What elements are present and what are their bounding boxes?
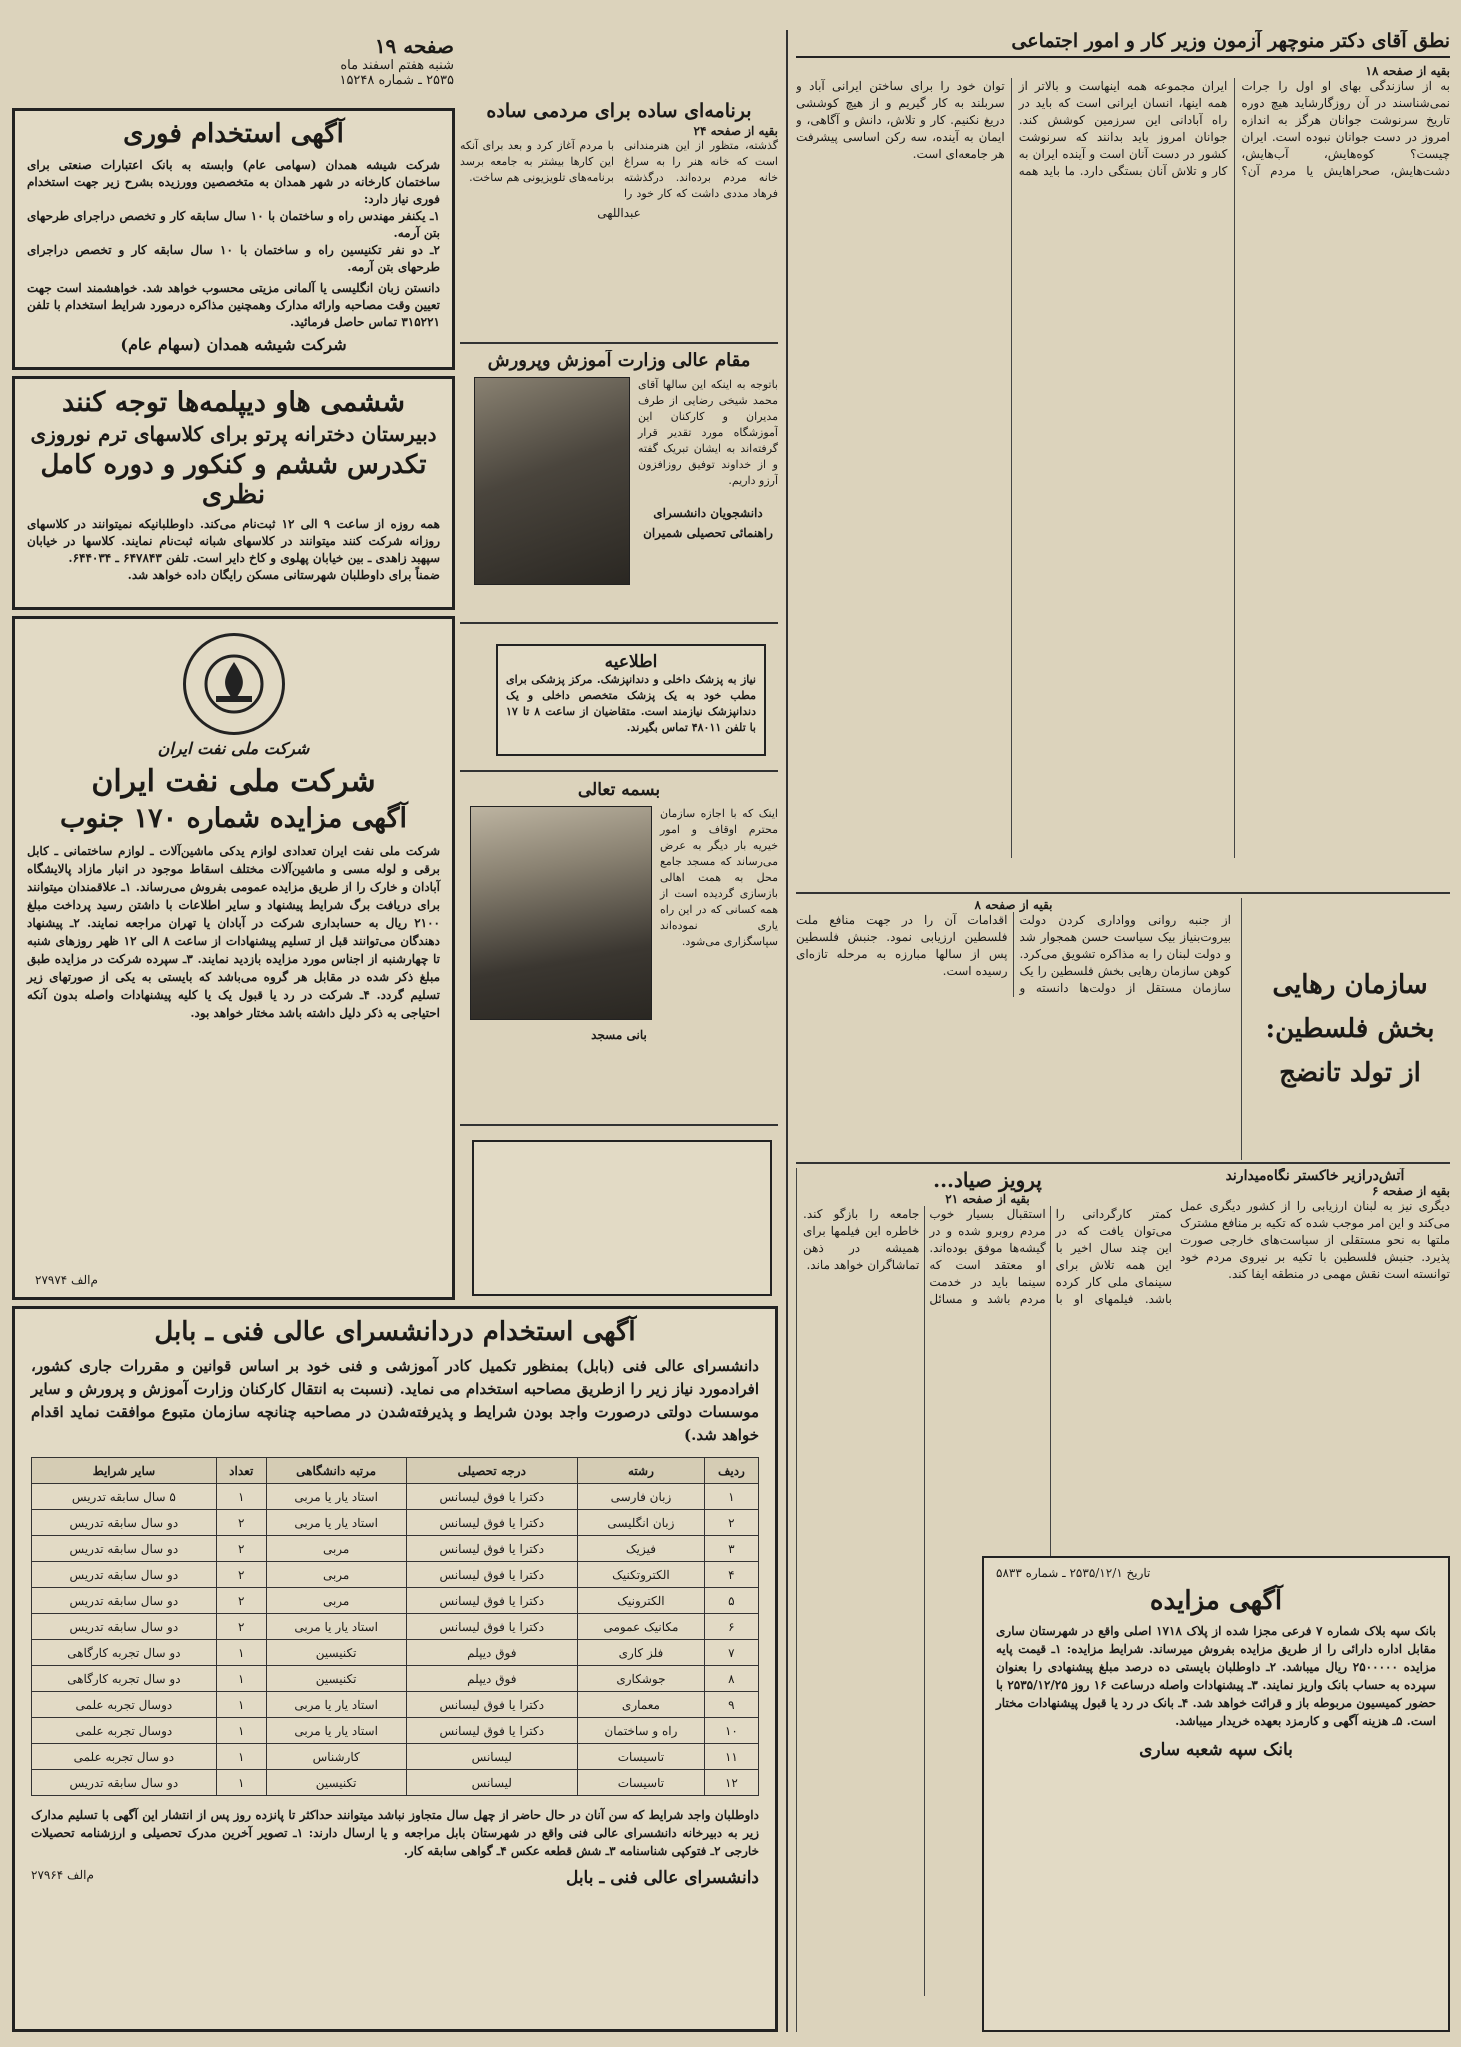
article-in-his-name [460, 780, 778, 1118]
article-minister-speech [796, 30, 1450, 890]
ad-nioc-title: شرکت ملی نفت ایران [91, 764, 376, 799]
ad-immediate-hire-item-1: ۱ـ یکنفر مهندس راه و ساختمان با ۱۰ سال سابقه کار و تخصص دراجرای طرحهای بتن آرمه. [27, 209, 440, 240]
table-cell: ۱ [704, 1484, 758, 1510]
ad-college [12, 1306, 778, 2032]
table-cell: ۲ [216, 1562, 266, 1588]
table-cell: کارشناس [266, 1744, 406, 1770]
table-row [32, 1614, 759, 1640]
ad-auction-ref: تاریخ ۲۵۳۵/۱۲/۱ ـ شماره ۵۸۳۳ [996, 1566, 1151, 1580]
ad-immediate-hire-body: شرکت شیشه همدان (سهامی عام) وابسته به بانک اعتبارات صنعتی برای ساختمان کارخانه در شهر همدان به متخصصین وورزیده بشرح زیر جهت استخدام فوری نیاز دارد: [27, 158, 440, 206]
table-cell: ۱ [216, 1770, 266, 1796]
nioc-logo [183, 633, 285, 735]
table-cell: تاسیسات [578, 1770, 705, 1796]
ad-sixth-diploma-title: ششمی هاو دیپلمه‌ها توجه کنند [61, 387, 406, 418]
ad-sixth-diploma-body: همه روزه از ساعت ۹ الی ۱۲ ثبت‌نام می‌کند. داوطلبانیکه نمیتوانند در کلاسهای روزانه شرکت کنند میتوانند در کلاسهای شبانه ثبت‌نام نمایند. کلاسها در خیابان سپهبد زاهدی ـ بین خیابان پهلوی و کاخ دایر است. تلفن ۶۴۷۸۴۳ ـ ۶۴۴۰۳۴. [27, 517, 440, 565]
ad-nioc [12, 616, 455, 1300]
table-cell: ۵ سال سابقه تدریس [32, 1484, 217, 1510]
masthead [14, 34, 454, 106]
college-positions-table [31, 1457, 759, 1796]
table-cell: دکترا یا فوق لیسانس [406, 1510, 578, 1536]
ad-auction [982, 1556, 1450, 2032]
table-cell: الکتروتکنیک [578, 1562, 705, 1588]
ad-auction-title: آگهی مزایده [1149, 1586, 1283, 1616]
table-row [32, 1588, 759, 1614]
table-cell: فوق دیپلم [406, 1640, 578, 1666]
table-cell: زبان فارسی [578, 1484, 705, 1510]
table-row [32, 1666, 759, 1692]
ad-sixth-diploma-headline: تکدرس ششم و کنکور و دوره کامل نظری [40, 450, 427, 510]
table-cell: استاد یار یا مربی [266, 1692, 406, 1718]
table-cell: دکترا یا فوق لیسانس [406, 1588, 578, 1614]
table-row [32, 1640, 759, 1666]
table-cell: ۱ [216, 1744, 266, 1770]
table-cell: ۸ [704, 1666, 758, 1692]
table-cell: فوق دیپلم [406, 1666, 578, 1692]
table-cell: دکترا یا فوق لیسانس [406, 1484, 578, 1510]
ad-college-signature: دانشسرای عالی فنی ـ بابل [565, 1868, 759, 1888]
table-cell: دوسال تجربه علمی [32, 1718, 217, 1744]
table-cell: تکنیسین [266, 1640, 406, 1666]
ad-sixth-diploma-subtitle: دبیرستان دخترانه پرتو برای کلاسهای ترم نوروزی [30, 422, 437, 446]
article-ministry-position-title: مقام عالی وزارت آموزش وپرورش [487, 350, 751, 371]
ad-auction-body: بانک سپه بلاک شماره ۷ فرعی مجزا شده از پلاک ۱۷۱۸ اصلی واقع در شهرستان ساری مقابل اداره دارائی را از طریق مزایده بفروش میرساند. شرایط مزایده: ۱ـ قیمت پایه مزایده ۲۵۰۰۰۰۰ ریال میباشد. ۲ـ داوطلبان بایستی ده درصد مبلغ پیشنهادی را بعنوان سپرده به حساب بانک واریز نمایند. ۳ـ پیشنهادات واصله درساعت ۱۶ روز ۲۵۳۵/۱۲/۲۵ با حضور کمیسیون مربوطه باز و قرائت خواهد شد. ۴ـ بانک در رد یا قبول پیشنهادات مختار است. ۵ـ هزینه آگهی و کارمزد بعهده خریدار میباشد. [996, 1624, 1437, 1728]
table-row [32, 1744, 759, 1770]
table-cell: ۲ [216, 1614, 266, 1640]
table-cell: دکترا یا فوق لیسانس [406, 1562, 578, 1588]
article-in-his-name-title: بسمه تعالی [577, 780, 661, 800]
table-cell: جوشکاری [578, 1666, 705, 1692]
table-cell: ۲ [704, 1510, 758, 1536]
article-hunter-continued: بقیه از صفحه ۲۱ [945, 1192, 1030, 1206]
table-cell: معماری [578, 1692, 705, 1718]
table-cell: تکنیسین [266, 1666, 406, 1692]
article-simple-programs-body: گذشته، متظور از این هنرمندانی است که خانه هنر را به سراغ خانه مردم برده‌اند. درگذشته فرهاد مددی داشت که کار خود را با مردم آغاز کرد و بعد برای آنکه این کارها بیشتر به جامعه برسد برنامه‌های تلویزیونی هم ساخت. [460, 139, 778, 200]
table-cell: زبان انگلیسی [578, 1510, 705, 1536]
table-header-cell: مرتبه دانشگاهی [266, 1458, 406, 1484]
article-minister-speech-title: نطق آقای دکتر منوچهر آزمون وزیر کار و امور اجتماعی [796, 30, 1450, 58]
table-cell: ۵ [704, 1588, 758, 1614]
ad-college-footer: داوطلبان واجد شرایط که سن آنان در حال حاضر از چهل سال متجاوز نباشد میتوانند حداکثر تا پانزده روز پس از انتشار این آگهی با تسلیم مدارک زیر به دبیرخانه دانشسرای عالی فنی واقع در شهرستان بابل مراجعه و یا ارسال دارند: ۱ـ تصویر آخرین مدرک تحصیلی و ارزشنامه تحصیلات خارجی ۲ـ فتوکپی شناسنامه ۳ـ شش قطعه عکس ۴ـ گواهی سابقه کار. [31, 1808, 759, 1858]
table-header-row [32, 1458, 759, 1484]
article-hunter-body: کمتر کارگردانی را می‌توان یافت که در این چند سال اخیر با این همه تلاش برای سینمای ملی کار کرده باشد. فیلمهای او با استقبال بسیار خوب مردم روبرو شده و در گیشه‌ها موفق بوده‌اند. او معتقد است که سینما باید در خدمت مردم باشد و مسائل جامعه را بازگو کند. خاطره این فیلمها برای همیشه در ذهن تماشاگران خواهد ماند. [803, 1207, 1172, 1306]
article-palestine-continued: بقیه از صفحه ۸ [974, 898, 1053, 912]
table-cell: ۷ [704, 1640, 758, 1666]
nioc-logo-text: شرکت ملی نفت ایران [157, 739, 310, 758]
table-row [32, 1692, 759, 1718]
ad-nioc-body: شرکت ملی نفت ایران تعدادی لوازم یدکی ماشین‌آلات ـ لوازم ساختمانی ـ کابل برقی و لوله مسی و ماشین‌آلات مختلف اسقاط موجود در انبار مازاد پالایشگاه آبادان و خارک را از طریق مزایده عمومی بفروش می‌رساند. ۱ـ علاقمندان میتوانند برای دریافت برگ شرایط پیشنهاد و سایر اطلاعات با داشتن رسید پرداخت مبلغ ۲۱۰۰ ریال به حسابداری شرکت در آبادان یا تهران مراجعه نمایند. ۲ـ پیشنهاد دهندگان می‌توانند قبل از تسلیم پیشنهادات از ساعت ۸ الی ۱۲ ظهر روزهای شنبه تا چهارشنبه از اجناس مورد مزایده بازدید نمایند. ۳ـ سپرده شرکت در مزایده طبق مبلغ ذکر شده در مقابل هر گروه می‌باشد که بایستی به یکی از صورتهای زیر تسلیم گردد. ۴ـ شرکت در رد یا قبول یک یا کلیه پیشنهادات واصله بدون آنکه احتیاجی به ذکر دلیل داشته باشد مختار خواهد بود. [27, 844, 440, 1020]
table-cell: راه و ساختمان [578, 1718, 705, 1744]
ad-auction-signature: بانک سپه شعبه ساری [1139, 1740, 1293, 1760]
article-simple-programs-title: برنامه‌ای ساده برای مردمی ساده [486, 100, 752, 122]
ad-college-code: م‌الف ۲۷۹۶۴ [31, 1868, 94, 1882]
ad-sixth-diploma [12, 376, 455, 610]
nioc-flame-icon [202, 652, 266, 716]
table-row [32, 1536, 759, 1562]
ad-college-title: آگهی استخدام دردانشسرای عالی فنی ـ بابل [154, 1317, 636, 1347]
table-cell: دو سال تجربه کارگاهی [32, 1666, 217, 1692]
table-cell: ۱ [216, 1666, 266, 1692]
table-cell: دو سال تجربه کارگاهی [32, 1640, 217, 1666]
table-cell: ۳ [704, 1536, 758, 1562]
table-cell: ۲ [216, 1510, 266, 1536]
table-cell: ۱۲ [704, 1770, 758, 1796]
table-row [32, 1718, 759, 1744]
table-cell: استاد یار یا مربی [266, 1718, 406, 1744]
ad-immediate-hire-title: آگهی استخدام فوری [123, 119, 344, 149]
table-cell: فلز کاری [578, 1640, 705, 1666]
article-notice-body: نیاز به پزشک داخلی و دندانپزشک. مرکز پزشکی برای مطب خود به یک پزشک متخصص داخلی و یک دندانپزشک نیازمند است. متقاضیان از ساعت ۸ تا ۱۷ با تلفن ۴۸۰۱۱ تماس بگیرند. [506, 673, 756, 734]
table-cell: تاسیسات [578, 1744, 705, 1770]
issue-line: ۲۵۳۵ ـ شماره ۱۵۲۴۸ [339, 73, 454, 88]
portrait-photo-cleric [470, 806, 652, 1020]
table-cell: دو سال سابقه تدریس [32, 1510, 217, 1536]
ad-factory-sale [472, 1140, 772, 1296]
table-cell: مکانیک عمومی [578, 1614, 705, 1640]
table-cell: لیسانس [406, 1770, 578, 1796]
table-header-cell: درجه تحصیلی [406, 1458, 578, 1484]
article-notice-title: اطلاعیه [604, 652, 658, 672]
ad-immediate-hire-note: دانستن زبان انگلیسی یا آلمانی مزیتی محسوب خواهد شد. خواهشمند است جهت تعیین وقت مصاحبه وارائه مدارک وهمچنین مذاکره درمورد شرایط استخدام با تلفن ۳۱۵۲۲۱ تماس حاصل فرمائید. [27, 281, 440, 329]
table-cell: دو سال سابقه تدریس [32, 1562, 217, 1588]
table-cell: ۱ [216, 1484, 266, 1510]
table-header-cell: تعداد [216, 1458, 266, 1484]
article-simple-programs-continued: بقیه از صفحه ۲۴ [693, 124, 778, 138]
article-palestine-title-2: بخش فلسطین: [1265, 1014, 1435, 1044]
college-table-body [32, 1484, 759, 1796]
article-simple-programs-signature: عبداللهی [597, 206, 641, 220]
article-in-his-name-caption: بانی مسجد [591, 1028, 647, 1042]
table-cell: ۱ [216, 1640, 266, 1666]
article-palestine-title-1: سازمان رهایی [1272, 970, 1428, 1000]
table-cell: ۱۰ [704, 1718, 758, 1744]
table-cell: دو سال تجربه علمی [32, 1744, 217, 1770]
table-row [32, 1562, 759, 1588]
table-cell: ۲ [216, 1536, 266, 1562]
table-header-cell: سایر شرایط [32, 1458, 217, 1484]
article-palestine-body: از جنبه روانی وواداری کردن دولت بیروت‌بنیاز بیک سیاست حسن همجوار شد و دولت لبنان را به مذاکره تشویق می‌کرد. کوهن سازمان رهایی بخش فلسطین را یک سازمان مستقل از دولت‌ها دانسته و اقدامات آن را در جهت منافع ملت فلسطین ارزیابی نمود. جنبش فلسطین پس از سالها مبارزه به مرحله تازه‌ای رسیده است. [796, 913, 1231, 995]
ad-immediate-hire-signature: شرکت شیشه همدان (سهام عام) [120, 335, 347, 354]
table-cell: ۱ [216, 1692, 266, 1718]
table-cell: تکنیسین [266, 1770, 406, 1796]
table-cell: فیزیک [578, 1536, 705, 1562]
table-cell: ۶ [704, 1614, 758, 1640]
table-cell: الکترونیک [578, 1588, 705, 1614]
table-cell: مربی [266, 1588, 406, 1614]
ad-immediate-hire [12, 108, 455, 370]
table-cell: مربی [266, 1562, 406, 1588]
table-cell: دکترا یا فوق لیسانس [406, 1536, 578, 1562]
article-hunter-title: پرویز صیاد... [933, 1168, 1042, 1192]
table-cell: استاد یار یا مربی [266, 1510, 406, 1536]
table-row [32, 1770, 759, 1796]
article-fireman-body: دیگری نیز به لبنان ارزیابی را از کشور دیگری عمل می‌کند و این امر موجب شده که تکیه بر منافع مشترک ملتها به نحو مستقلی از سیاست‌های خارجی صورت پذیرد. جنبش فلسطین با تکیه بر نیروی مردم خود توانسته است نقش مهمی در منطقه ایفا کند. [1180, 1199, 1450, 1281]
page-label: صفحه ۱۹ [374, 34, 454, 58]
ad-college-intro: دانشسرای عالی فنی (بابل) بمنظور تکمیل کادر آموزشی و فنی خود بر اساس قوانین و مقررات جاری کشور، افرادمورد نیاز زیر را ازطریق مصاحبه استخدام می نماید. (نسبت به انتقال کارکنان وزارت آموزش و پرورش و سایر موسسات دولتی درصورت واجد بودن شرایط و پذیرفته‌شدن در مصاحبه چنانچه سازمان متبوع موافقت نماید اقدام خواهد شد.) [31, 1357, 759, 1444]
article-fireman-continued: بقیه از صفحه ۶ [1371, 1184, 1450, 1198]
table-cell: لیسانس [406, 1744, 578, 1770]
table-cell: دو سال سابقه تدریس [32, 1770, 217, 1796]
table-cell: دکترا یا فوق لیسانس [406, 1692, 578, 1718]
table-header-cell: رشته [578, 1458, 705, 1484]
article-ministry-position [460, 350, 778, 616]
article-notice [496, 644, 766, 756]
table-header-cell: ردیف [704, 1458, 758, 1484]
ad-sixth-diploma-footer: ضمناً برای داوطلبان شهرستانی مسکن رایگان داده خواهد شد. [127, 568, 440, 582]
table-cell: ۱ [216, 1718, 266, 1744]
ad-nioc-subtitle: آگهی مزایده شماره ۱۷۰ جنوب [60, 803, 407, 834]
table-row [32, 1510, 759, 1536]
table-cell: دو سال سابقه تدریس [32, 1614, 217, 1640]
table-cell: دکترا یا فوق لیسانس [406, 1614, 578, 1640]
portrait-photo-man [474, 377, 630, 585]
table-cell: ۴ [704, 1562, 758, 1588]
table-cell: دکترا یا فوق لیسانس [406, 1718, 578, 1744]
article-palestine [796, 898, 1450, 1160]
table-row [32, 1484, 759, 1510]
ad-nioc-code: م‌الف ۲۷۹۷۴ [35, 1273, 98, 1287]
article-simple-programs [460, 100, 778, 340]
article-minister-speech-body: به از سازندگی بهای او اول را جرات نمی‌شناسند در آن روزگارشاید هیچ دوره تاریخ سرنوشت جوانان هرگز به اندازه امروز در دست جوانان نبوده است. ایران چیست؟ کوه‌هایش، آب‌هایش، دشت‌هایش، صحراهایش یا مردم آن؟ ایران مجموعه همه اینهاست و بالاتر از همه اینها، انسان ایرانی است که باید در راه آبادانی این سرزمین کوشش کند. جوانان امروز باید بدانند که سرنوشت کشور در دست آنان است و آینده ایران به کار و تلاش آنان بستگی دارد. ما باید همه توان خود را برای ساختن ایرانی آباد و سربلند به کار گیریم و از هیچ کوششی دریغ نکنیم. کار و تلاش، دانش و آگاهی، و ایمان به آینده، سه رکن اساسی پیشرفت هر جامعه‌ای است. [796, 79, 1450, 178]
article-fireman-title: آتش‌درازیر خاکستر نگاه‌میدارند [1225, 1168, 1405, 1184]
table-cell: ۹ [704, 1692, 758, 1718]
table-cell: استاد یار یا مربی [266, 1484, 406, 1510]
date-line: شنبه هفتم اسفند ماه [340, 58, 454, 73]
table-cell: دو سال سابقه تدریس [32, 1536, 217, 1562]
article-fireman [1180, 1168, 1450, 1548]
table-cell: استاد یار یا مربی [266, 1614, 406, 1640]
article-in-his-name-body: اینک که با اجازه سازمان محترم اوقاف و امور خیریه بار دیگر به عرض می‌رساند که مسجد جامع محل به همت اهالی بازسازی گردیده است از همه کسانی که در این راه یاری نموده‌اند سپاسگزاری می‌شود. [660, 807, 778, 948]
article-minister-speech-continued: بقیه از صفحه ۱۸ [1365, 64, 1450, 78]
article-ministry-position-body: باتوجه به اینکه این سالها آقای محمد شیخی رضایی از طرف مدیران و کارکنان این آموزشگاه مورد تقدیر قرار گرفته‌اند به ایشان تبریک گفته و از خداوند توفیق روزافزون آرزو داریم. [638, 378, 778, 487]
article-ministry-position-caption: دانشجویان دانشسرای راهنمائی تحصیلی شمیران [643, 506, 773, 540]
ad-immediate-hire-item-2: ۲ـ دو نفر تکنیسین راه و ساختمان با ۱۰ سال سابقه کار و تخصص دراجرای طرحهای بتن آرمه. [27, 243, 440, 274]
article-palestine-title-3: از تولد تانضج [1279, 1058, 1421, 1088]
table-cell: دوسال تجربه علمی [32, 1692, 217, 1718]
table-cell: ۱۱ [704, 1744, 758, 1770]
table-cell: ۲ [216, 1588, 266, 1614]
table-cell: دو سال سابقه تدریس [32, 1588, 217, 1614]
table-cell: مربی [266, 1536, 406, 1562]
